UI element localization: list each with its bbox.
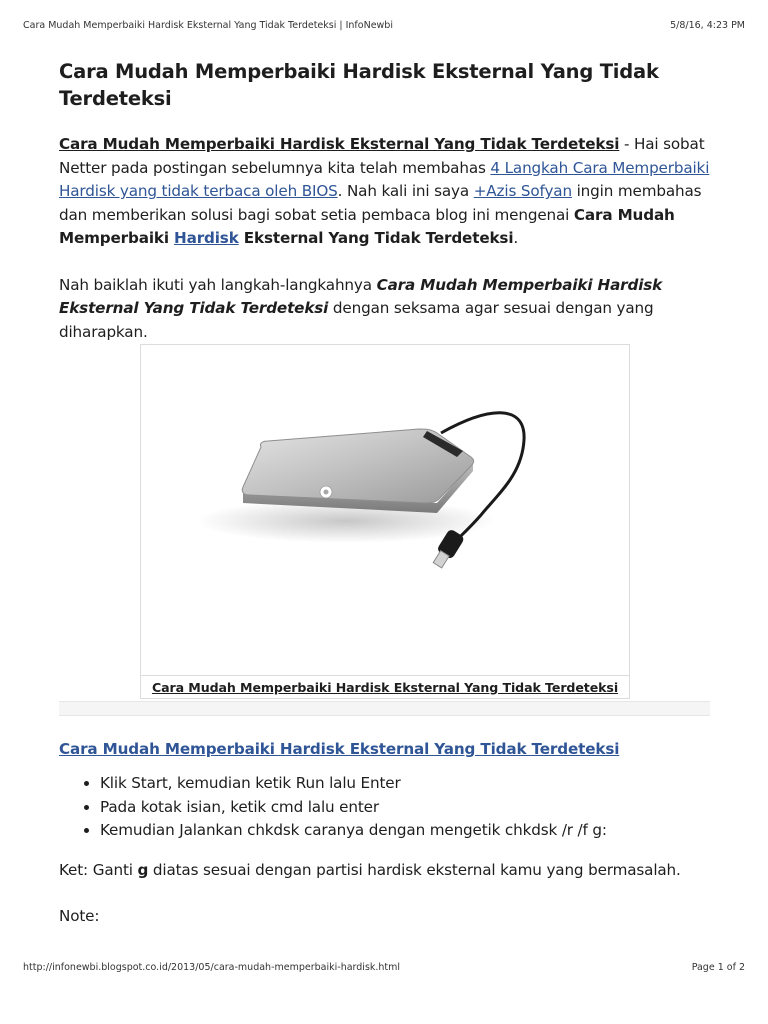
print-footer-page: Page 1 of 2 bbox=[691, 962, 745, 973]
external-hardisk-image bbox=[141, 345, 629, 676]
intro-text-2: . Nah kali ini saya bbox=[337, 182, 474, 200]
ket-bold: g bbox=[137, 860, 149, 879]
intro-title-link[interactable]: Cara Mudah Memperbaiki Hardisk Eksternal Yang Tidak Terdeteksi bbox=[59, 135, 620, 153]
ket-prefix: Ket: Ganti bbox=[59, 860, 138, 879]
hardisk-figure bbox=[140, 344, 630, 699]
section-heading-link[interactable]: Cara Mudah Memperbaiki Hardisk Eksternal Yang Tidak Terdeteksi bbox=[59, 740, 620, 758]
intro-bold-1: Cara Mudah Memperbaiki bbox=[59, 205, 675, 247]
intro-paragraph bbox=[59, 133, 710, 251]
author-link[interactable]: +Azis Sofyan bbox=[473, 182, 572, 200]
step-item: • Kemudian Jalankan chkdsk caranya dengan mengetik chkdsk /r /f g: bbox=[100, 819, 710, 843]
ket-paragraph bbox=[59, 859, 710, 883]
note-label: Note: bbox=[59, 907, 100, 925]
steps-list bbox=[59, 772, 710, 843]
print-header-timestamp: 5/8/16, 4:23 PM bbox=[670, 20, 745, 31]
print-footer bbox=[23, 962, 745, 973]
intro-text-3: ingin membahas dan memberikan solusi bagi sobat setia pembaca blog ini mengenai bbox=[59, 182, 702, 224]
para2-text-1: Nah baiklah ikuti yah langkah-langkahnya bbox=[59, 275, 377, 294]
print-footer-url: http://infonewbi.blogspot.co.id/2013/05/cara-mudah-memperbaiki-hardisk.html bbox=[23, 962, 401, 973]
divider-band bbox=[59, 701, 710, 716]
steps-intro-paragraph bbox=[59, 274, 710, 345]
intro-text-1: - Hai sobat Netter pada postingan sebelumnya kita telah membahas bbox=[59, 135, 705, 177]
ket-suffix: diatas sesuai dengan partisi hardisk eksternal kamu yang bermasalah. bbox=[148, 860, 681, 879]
article-title: Cara Mudah Memperbaiki Hardisk Eksternal Yang Tidak Terdeteksi bbox=[59, 60, 659, 110]
figure-caption: Cara Mudah Memperbaiki Hardisk Eksternal Yang Tidak Terdeteksi bbox=[151, 680, 619, 695]
bios-article-link[interactable]: 4 Langkah Cara Memperbaiki Hardisk yang tidak terbaca oleh BIOS bbox=[59, 158, 710, 200]
print-header bbox=[23, 20, 745, 31]
article bbox=[59, 58, 710, 929]
step-item: • Klik Start, kemudian ketik Run lalu Enter bbox=[100, 772, 710, 796]
para2-bold-italic: Cara Mudah Memperbaiki Hardisk Eksternal Yang Tidak Terdeteksi bbox=[59, 275, 663, 317]
hardisk-link[interactable]: Hardisk bbox=[174, 229, 239, 247]
intro-text-4: . bbox=[513, 229, 519, 247]
print-header-title: Cara Mudah Memperbaiki Hardisk Eksternal Yang Tidak Terdeteksi | InfoNewbi bbox=[23, 20, 393, 31]
intro-bold-2: Eksternal Yang Tidak Terdeteksi bbox=[238, 229, 514, 247]
para2-text-2: dengan seksama agar sesuai dengan yang diharapkan. bbox=[59, 299, 654, 341]
step-item: • Pada kotak isian, ketik cmd lalu enter bbox=[100, 796, 710, 820]
